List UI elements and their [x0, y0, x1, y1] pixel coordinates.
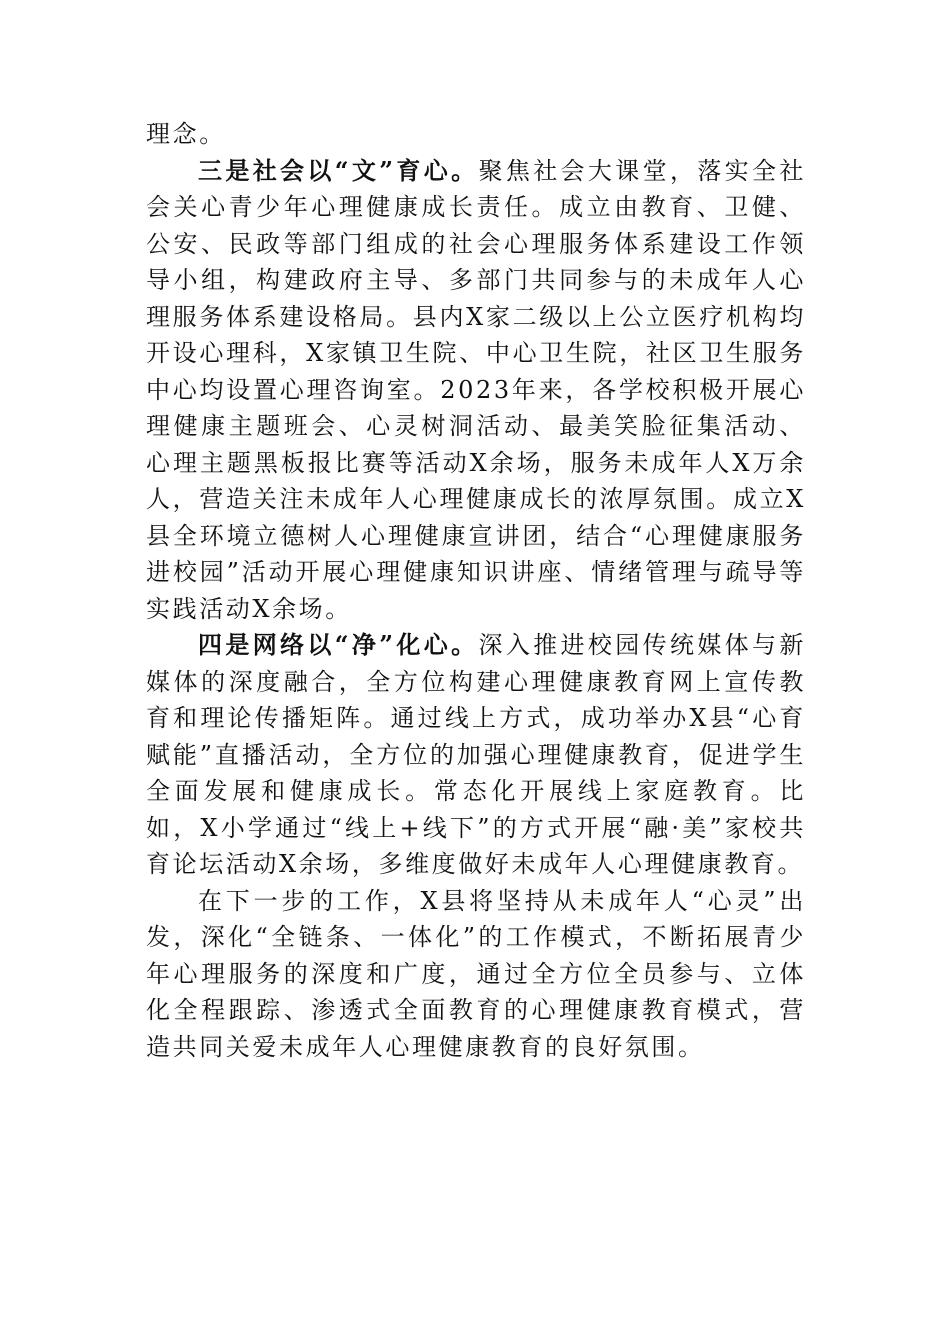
paragraph-text: 聚焦社会大课堂，落实全社会关心青少年心理健康成长责任。成立由教育、卫健、公安、民政等部门组成的社会心理服务体系建设工作领导小组，构建政府主导、多部门共同参与的未成年人心理服务体系建设格局。县内X家二级以上公立医疗机构均开设心理科，X家镇卫生院、中心卫生院，社区卫生服务中心均设置心理咨询室。2023年来，各学校积极开展心理健康主题班会、心灵树洞活动、最美笑脸征集活动、心理主题黑板报比赛等活动X余场，服务未成年人X万余人，营造关注未成年人心理健康成长的浓厚氛围。成立X县全环境立德树人心理健康宣讲团，结合“心理健康服务进校园”活动开展心理健康知识讲座、情绪管理与疏导等实践活动X余场。 — [146, 156, 806, 623]
paragraph-next-steps — [146, 883, 806, 1066]
document-body — [146, 116, 806, 1065]
paragraph-lead-heading: 三是社会以“文”育心。 — [198, 155, 479, 185]
paragraph-text: 理念。 — [146, 120, 226, 148]
paragraph-text: 深入推进校园传统媒体与新媒体的深度融合，全方位构建心理健康教育网上宣传教育和理论传播矩阵。通过线上方式，成功举办X县“心育赋能”直播活动，全方位的加强心理健康教育，促进学生全面发展和健康成长。常态化开展线上家庭教育。比如，X小学通过“线上+线下”的方式开展“融·美”家校共育论坛活动X余场，多维度做好未成年人心理健康教育。 — [146, 631, 806, 878]
paragraph-continuation — [146, 116, 806, 153]
paragraph-text: 在下一步的工作，X县将坚持从未成年人“心灵”出发，深化“全链条、一体化”的工作模式，不断拓展青少年心理服务的深度和广度，通过全方位全员参与、立体化全程跟踪、渗透式全面教育的心理健康教育模式，营造共同关爱未成年人心理健康教育的良好氛围。 — [146, 886, 806, 1061]
paragraph-society — [146, 153, 806, 628]
paragraph-network — [146, 627, 806, 883]
paragraph-lead-heading: 四是网络以“净”化心。 — [198, 630, 479, 659]
